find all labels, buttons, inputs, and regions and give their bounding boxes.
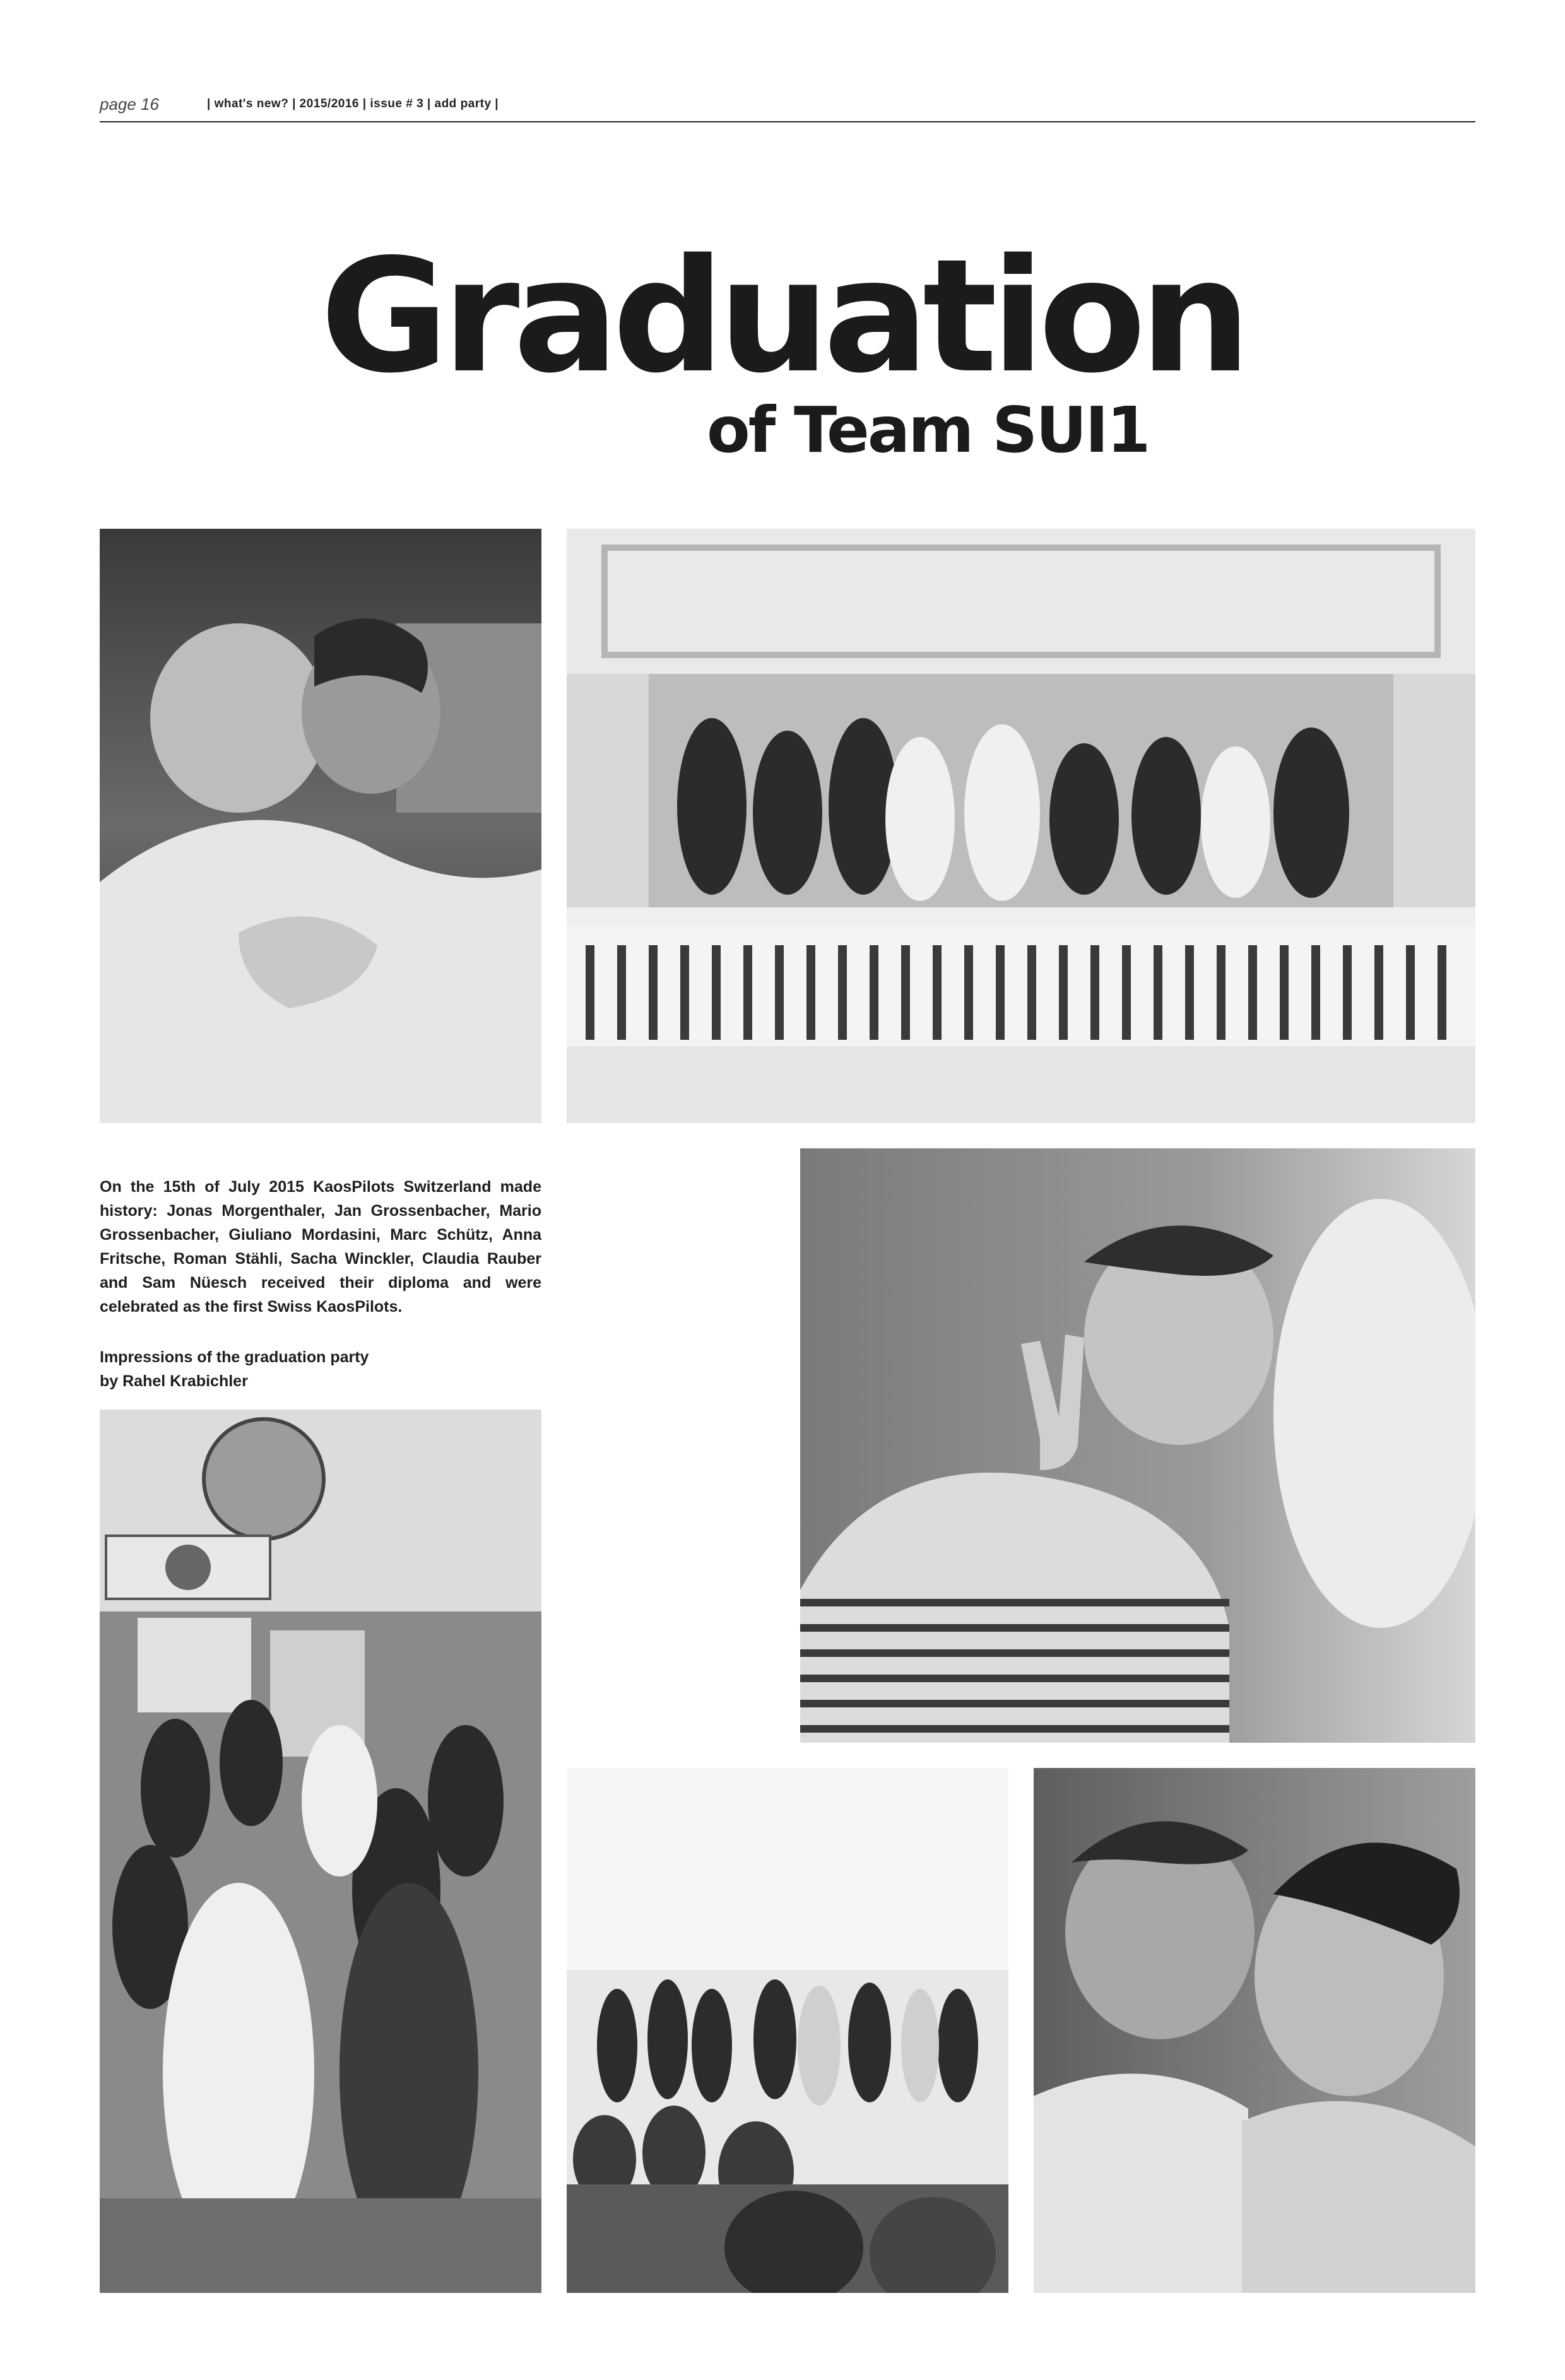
article-title: Graduation [320,226,1245,408]
photo-stage-group [567,1768,1008,2293]
article-subtitle: of Team SUI1 [707,393,1149,467]
page-header [100,95,1475,122]
running-head: | what's new? | 2015/2016 | issue # 3 | add party | [207,97,499,110]
photo-balcony-group [567,529,1475,1123]
photo-peace-sign [800,1148,1475,1743]
header-rule [100,121,1475,122]
photo-hug [100,529,541,1123]
photo-dance-hall [100,1410,541,2293]
page-number: page 16 [100,95,159,114]
photo-credit-line-2: by Rahel Krabichler [100,1372,248,1390]
article-body: On the 15th of July 2015 KaosPilots Switzerland made history: Jonas Morgenthaler, Jan Grossenbacher, Mario Grossenbacher, Giuliano Mordasini, Marc Schütz, Anna Fritsche, Roman Stähli, Sacha Winckler, Claudia Rauber and Sam Nüesch received their diploma and were celebrated as the first Swiss KaosPilots. [100,1178,541,1316]
photo-couple [1034,1768,1475,2293]
photo-credit [100,1345,541,1393]
photo-credit-line-1: Impressions of the graduation party [100,1348,369,1366]
